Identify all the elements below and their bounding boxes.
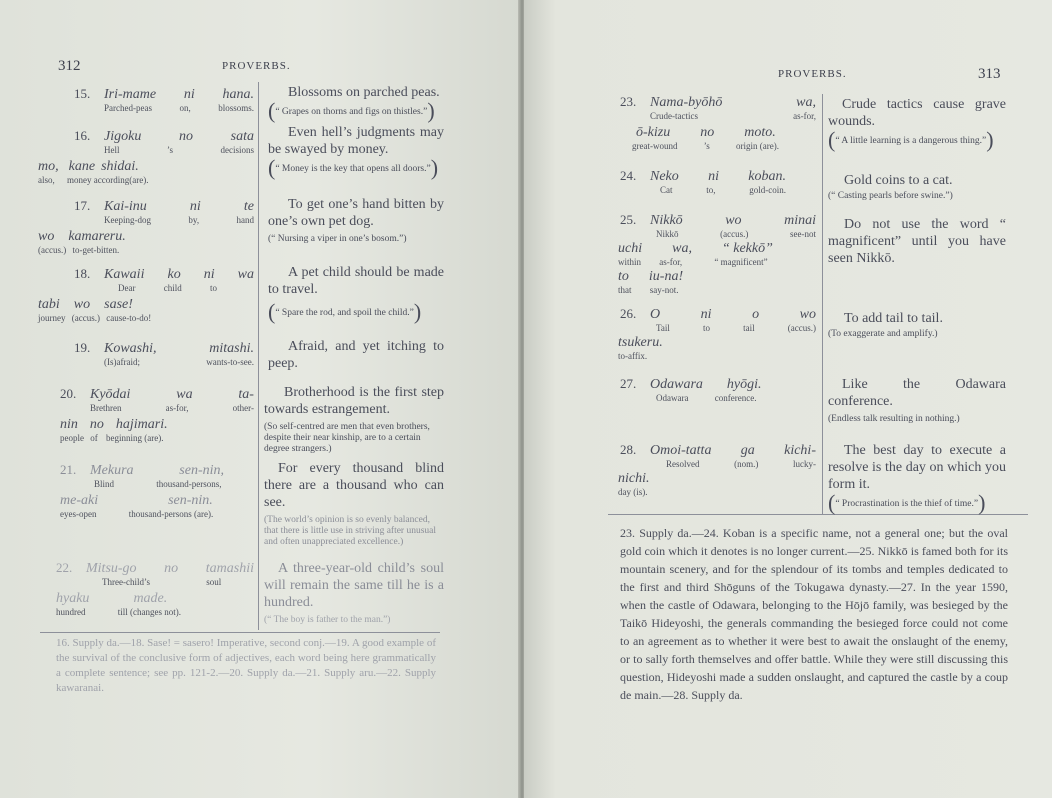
proverb-23-translation: Crude tactics cause grave wounds. ( “ A little learning is a dangerous thing.” ) (828, 97, 1006, 152)
proverb-22-translation (264, 560, 444, 626)
gloss-word: (Is)afraid; (104, 357, 140, 367)
translation-note: “ A little learning is a dangerous thing.” (835, 135, 987, 146)
proverb-19-translation (268, 338, 444, 372)
jp-word: mo, (38, 159, 59, 174)
entry-number: 18. (74, 266, 91, 281)
jp-word: wa, (796, 95, 816, 110)
page-number: 312 (58, 58, 81, 74)
proverb-26-japanese (620, 306, 816, 361)
gloss-word: that (618, 285, 632, 295)
running-header: PROVERBS. (222, 60, 291, 72)
footnote-rule (608, 514, 1028, 515)
proverb-24-japanese (620, 168, 816, 195)
jp-word: Mitsu-go (86, 561, 137, 576)
jp-word: wa (176, 387, 193, 402)
entry-number: 25. (620, 212, 637, 227)
entry-number: 19. (74, 340, 91, 355)
translation-note: (To exaggerate and amplify.) (828, 329, 938, 339)
column-rule (258, 82, 259, 630)
entry-number: 20. (60, 386, 77, 401)
page-number: 313 (978, 66, 1001, 82)
translation-text: Like the Odawara conference. (828, 377, 1006, 409)
jp-word: kane (68, 159, 96, 174)
jp-word: koban. (748, 169, 786, 184)
gloss-word: Hell (104, 145, 120, 155)
gloss-word: tail (743, 323, 755, 333)
gloss-word: see-not (789, 229, 816, 239)
gloss-word: to (703, 323, 711, 333)
jp-word: Kawaii (104, 267, 145, 282)
translation-text: The best day to execute a resolve is the day on which you form it. (828, 443, 1006, 492)
gloss-word: decisions (220, 145, 254, 155)
jp-word: shidai. (101, 159, 139, 174)
left-page (0, 0, 520, 798)
proverb-25-japanese (620, 212, 816, 295)
gloss-word: “ magnificent” (714, 257, 768, 267)
gloss-word: great-wound (632, 141, 678, 151)
proverb-18-translation: A pet child should be made to travel. ( “ Spare the rod, and spoil the child.” ) (268, 265, 444, 324)
gloss-word: beginning (are). (106, 433, 164, 443)
jp-word: sata (230, 129, 254, 144)
translation-text: To get one’s hand bitten by one’s own pet dog. (268, 197, 444, 229)
translation-note: (So self-centred are men that even brothers, despite their near kinship, are to a certain degree strangers.) (264, 422, 430, 454)
jp-word: hyaku (56, 591, 90, 606)
translation-note: “ Procrastination is the thief of time.” (835, 498, 979, 509)
gloss-word: as-for, (659, 257, 683, 267)
translation-text: Even hell’s judgments may be swayed by money. (268, 125, 444, 157)
footnotes: 23. Supply da.—24. Koban is a specific name, not a general one; but the oval gold coin which it denotes is no longer current.—25. Nikkō is famed both for its mountain scenery, and for the splendour of its tombs and temples dedicated to the first and third Shōguns of the Tokugawa dynasty.—27. In the year 1590, when the castle of Odawara, belonging to the Hōjō family, was besieged by the Taikō Hideyoshi, the generals commanding the besieged force could not come to an agreement as to whether it were best to await the onslaught of the enemy, or to sally forth themselves and offer battle. While they were still discussing this question, Hideyoshi made a sudden onslaught, and captured the castle by a coup de main.—28. Supply da. (620, 526, 1008, 702)
jp-word: ni (189, 199, 201, 214)
column-rule (822, 94, 823, 514)
gloss-word: (nom.) (734, 459, 759, 469)
jp-word: minai (784, 213, 816, 228)
entry-number: 21. (60, 462, 77, 477)
gloss-word: to (210, 283, 218, 293)
translation-note: (“ Nursing a viper in one’s bosom.”) (268, 234, 407, 244)
jp-word: ta- (238, 387, 254, 402)
gloss-word: Odawara (656, 393, 689, 403)
gloss-word: blossoms. (218, 103, 254, 113)
jp-word: nichi. (618, 471, 650, 486)
gloss-word: (accus.) (71, 313, 100, 323)
proverb-20-translation (264, 384, 444, 455)
gloss-word: on, (179, 103, 191, 113)
proverb-22-japanese (56, 560, 254, 617)
proverb-21-translation (264, 460, 444, 548)
entry-number: 26. (620, 306, 637, 321)
gloss-word: to-get-bitten. (72, 245, 120, 255)
gloss-word: journey (38, 313, 66, 323)
gloss-word: child (163, 283, 182, 293)
entry-number: 22. (56, 560, 73, 575)
translation-note: (Endless talk resulting in nothing.) (828, 414, 960, 424)
proverb-17-japanese (38, 198, 254, 255)
jp-word: wo (73, 297, 91, 312)
proverb-18-japanese (38, 266, 254, 323)
gloss-word: Blind (94, 479, 115, 489)
gloss-word: Three-child’s (102, 577, 150, 587)
entry-number: 24. (620, 168, 637, 183)
gloss-word: origin (are). (736, 141, 779, 151)
gloss-word: conference. (714, 393, 757, 403)
gloss-word: day (is). (618, 487, 648, 497)
gloss-word: money according(are). (67, 175, 149, 185)
jp-word: ga (740, 443, 755, 458)
entry-number: 28. (620, 442, 637, 457)
jp-word: tabi (38, 297, 60, 312)
jp-word: Odawara (650, 377, 703, 392)
running-header: PROVERBS. (778, 68, 847, 80)
jp-word: Jigoku (104, 129, 142, 144)
gloss-word: hand (236, 215, 254, 225)
jp-word: to (618, 269, 629, 284)
translation-note: “ Grapes on thorns and figs on thistles.” (275, 106, 428, 117)
gloss-word: Cat (660, 185, 673, 195)
translation-text: For every thousand blind there are a thousand who can see. (264, 461, 444, 510)
proverb-27-translation (828, 376, 1006, 425)
jp-word: Kai-inu (104, 199, 147, 214)
translation-text: A pet child should be made to travel. (268, 265, 444, 297)
gloss-word: Keeping-dog (104, 215, 151, 225)
gloss-word: within (618, 257, 642, 267)
entry-number: 27. (620, 376, 637, 391)
jp-word: wa (237, 267, 254, 282)
gloss-word: wants-to-see. (206, 357, 254, 367)
proverb-19-japanese (74, 340, 254, 367)
proverb-28-translation: The best day to execute a resolve is the day on which you form it. ( “ Procrastination is the thief of time.” ) (828, 443, 1006, 515)
jp-word: hana. (222, 87, 254, 102)
jp-word: iu-na! (648, 269, 684, 284)
jp-word: Nama-byōhō (650, 95, 723, 110)
gloss-word: thousand-persons, (156, 479, 222, 489)
jp-word: tsukeru. (618, 335, 663, 350)
jp-word: kichi- (784, 443, 816, 458)
gloss-word: (accus.) (38, 245, 67, 255)
gloss-word: (accus.) (787, 323, 816, 333)
jp-word: Nikkō (650, 213, 683, 228)
jp-word: no (178, 129, 193, 144)
gloss-word: say-not. (649, 285, 679, 295)
jp-word: Kowashi, (104, 341, 157, 356)
jp-word: ō-kizu (636, 125, 671, 140)
translation-text: A three-year-old child’s soul will remain the same till he is a hundred. (264, 561, 444, 610)
right-page (524, 0, 1052, 798)
jp-word: hajimari. (115, 417, 168, 432)
proverb-20-japanese (60, 386, 254, 443)
proverb-15-japanese (74, 86, 254, 113)
jp-word: o (752, 307, 760, 322)
gloss-word: by, (188, 215, 200, 225)
proverb-17-translation (268, 196, 444, 245)
jp-word: Mekura (90, 463, 134, 478)
gloss-word: till (changes not). (117, 607, 181, 617)
translation-text: Afraid, and yet itching to peep. (268, 339, 444, 371)
translation-note: “ Spare the rod, and spoil the child.” (275, 307, 414, 318)
translation-text: Blossoms on parched peas. (288, 85, 440, 100)
gloss-word: Dear (118, 283, 136, 293)
proverb-27-japanese (620, 376, 816, 403)
entry-number: 15. (74, 86, 91, 101)
jp-word: Omoi-tatta (650, 443, 712, 458)
footnotes: 16. Supply da.—18. Sase! = sasero! Imperative, second conj.—19. A good example of the survival of the conclusive form of adjectives, each word being here grammatically a complete sentence; see pp. 121-2.—20. Supply da.—21. Supply aru.—22. Supply kawaranai. (56, 637, 436, 694)
proverb-28-japanese (620, 442, 816, 497)
proverb-16-japanese (38, 128, 254, 185)
proverb-16-translation: Even hell’s judgments may be swayed by money. ( “ Money is the key that opens all doors.” ) (268, 125, 444, 180)
jp-word: no (700, 125, 715, 140)
jp-word: wo (38, 229, 55, 244)
translation-note: “ Money is the key that opens all doors.” (275, 163, 431, 174)
translation-text: Do not use the word “ magnificent” until you have seen Nikkō. (828, 217, 1006, 266)
jp-word: Kyōdai (90, 387, 131, 402)
jp-word: tamashii (205, 561, 254, 576)
proverb-24-translation (828, 172, 1006, 202)
gloss-word: as-for, (165, 403, 189, 413)
gloss-word: as-for, (793, 111, 816, 121)
gloss-word: also, (38, 175, 55, 185)
gloss-word: of (90, 433, 98, 443)
translation-note: (“ The boy is father to the man.”) (264, 615, 391, 625)
jp-word: ko (167, 267, 181, 282)
gloss-word: Tail (656, 323, 670, 333)
gloss-word: to-affix. (618, 351, 648, 361)
jp-word: wo (725, 213, 742, 228)
gloss-word: ’s (166, 145, 173, 155)
translation-note: (The world’s opinion is so evenly balanced, that there is little use in striving after unusual and often unappreciated excellence.) (264, 515, 437, 547)
jp-word: mitashi. (209, 341, 254, 356)
gloss-word: soul (206, 577, 222, 587)
translation-text: Crude tactics cause grave wounds. (828, 97, 1006, 129)
gloss-word: other- (232, 403, 254, 413)
gloss-word: to, (706, 185, 716, 195)
jp-word: sase! (104, 297, 133, 312)
proverb-23-japanese (620, 94, 816, 151)
jp-word: no (89, 417, 104, 432)
jp-word: no (164, 561, 179, 576)
jp-word: sen-nin, (179, 463, 224, 478)
gloss-word: cause-to-do! (106, 313, 152, 323)
footnote-rule (40, 632, 440, 633)
gloss-word: thousand-persons (are). (128, 509, 214, 519)
proverb-21-japanese (60, 462, 254, 519)
proverb-25-translation (828, 216, 1006, 267)
proverb-15-translation: Blossoms on parched peas. ( “ Grapes on thorns and figs on thistles.” ) (268, 84, 444, 121)
translation-text: To add tail to tail. (844, 311, 943, 326)
jp-word: Neko (650, 169, 679, 184)
gloss-word: lucky- (793, 459, 816, 469)
translation-note: (“ Casting pearls before swine.”) (828, 191, 953, 201)
gloss-word: Nikkō (656, 229, 679, 239)
jp-word: wa, (672, 241, 692, 256)
jp-word: O (650, 307, 661, 322)
translation-text: Gold coins to a cat. (844, 173, 953, 188)
entry-number: 17. (74, 198, 91, 213)
jp-word: Iri-mame (104, 87, 157, 102)
gloss-word: gold-coin. (749, 185, 786, 195)
jp-word: te (243, 199, 254, 214)
jp-word: ni (203, 267, 215, 282)
jp-word: made. (133, 591, 168, 606)
gloss-word: ’s (703, 141, 710, 151)
gloss-word: Resolved (666, 459, 700, 469)
proverb-26-translation (828, 310, 1006, 340)
gloss-word: Crude-tactics (650, 111, 698, 121)
gloss-word: Brethren (90, 403, 122, 413)
jp-word: ni (700, 307, 712, 322)
jp-word: me-aki (60, 493, 99, 508)
gloss-word: Parched-peas (104, 103, 152, 113)
gloss-word: eyes-open (60, 509, 97, 519)
jp-word: ni (708, 169, 719, 184)
jp-word: hyōgi. (726, 377, 762, 392)
gloss-word: people (60, 433, 84, 443)
gloss-word: (accus.) (720, 229, 749, 239)
jp-word: sen-nin. (168, 493, 213, 508)
jp-word: wo (799, 307, 816, 322)
gloss-word: hundred (56, 607, 86, 617)
jp-word: kamareru. (68, 229, 126, 244)
jp-word: “ kekkō” (721, 241, 773, 256)
jp-word: nin (60, 417, 78, 432)
jp-word: moto. (744, 125, 776, 140)
translation-text: Brotherhood is the first step towards estrangement. (264, 385, 444, 417)
jp-word: uchi (618, 241, 643, 256)
jp-word: ni (183, 87, 195, 102)
entry-number: 16. (74, 128, 91, 143)
entry-number: 23. (620, 94, 637, 109)
